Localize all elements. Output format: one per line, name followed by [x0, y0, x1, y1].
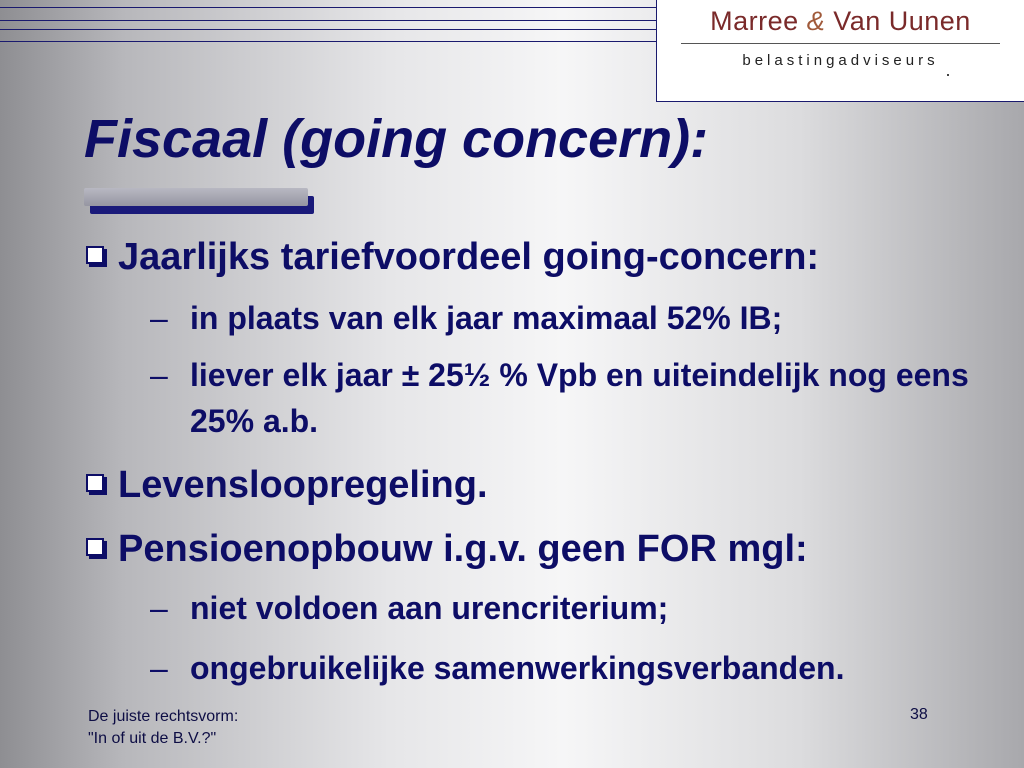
- divider-line: [0, 29, 656, 30]
- logo-ampersand: &: [806, 6, 826, 36]
- square-bullet-icon: [86, 246, 104, 264]
- sub-bullet-item: [150, 645, 990, 691]
- square-bullet-icon: [86, 538, 104, 556]
- logo-tagline: belastingadviseurs: [742, 52, 939, 69]
- sub-bullet-text: niet voldoen aan urencriterium;: [190, 590, 669, 626]
- footer-line-1: De juiste rechtsvorm:: [88, 708, 239, 725]
- header-decorative-lines: [0, 0, 656, 44]
- dash-bullet-icon: –: [150, 590, 168, 626]
- sub-bullet-item: [150, 585, 990, 631]
- slide-title: Fiscaal (going concern):: [84, 109, 709, 169]
- sub-bullet-text: ongebruikelijke samenwerkingsverbanden.: [190, 650, 845, 686]
- square-bullet-icon: [86, 474, 104, 492]
- logo-name-part1: Marree: [710, 6, 807, 36]
- page-number: 38: [910, 706, 928, 723]
- logo-divider: [681, 43, 1000, 44]
- sub-bullet-item: [150, 295, 990, 341]
- sub-bullet-text: liever elk jaar ± 25½ % Vpb en uiteindelijk nog eens 25% a.b.: [190, 357, 969, 439]
- dash-bullet-icon: –: [150, 300, 168, 336]
- bullet-item: [86, 464, 488, 507]
- logo-name: [657, 6, 1024, 37]
- divider-line: [0, 7, 656, 8]
- bullet-text: Levensloopregeling.: [118, 464, 488, 506]
- footer-caption: [88, 706, 238, 750]
- divider-line: [0, 41, 656, 42]
- footer-line-2: "In of uit de B.V.?": [88, 730, 217, 747]
- bullet-text: Pensioenopbouw i.g.v. geen FOR mgl:: [118, 528, 808, 570]
- bullet-item: [86, 528, 808, 571]
- dash-bullet-icon: –: [150, 650, 168, 686]
- company-logo: [656, 0, 1024, 102]
- bullet-item: [86, 236, 819, 279]
- divider-line: [0, 20, 656, 21]
- dash-bullet-icon: –: [150, 357, 168, 393]
- logo-dot: [947, 74, 949, 76]
- logo-name-part2: Van Uunen: [825, 6, 971, 36]
- title-underline-bar: [84, 188, 308, 206]
- sub-bullet-item: [150, 352, 980, 444]
- sub-bullet-text: in plaats van elk jaar maximaal 52% IB;: [190, 300, 783, 336]
- bullet-text: Jaarlijks tariefvoordeel going-concern:: [118, 236, 820, 278]
